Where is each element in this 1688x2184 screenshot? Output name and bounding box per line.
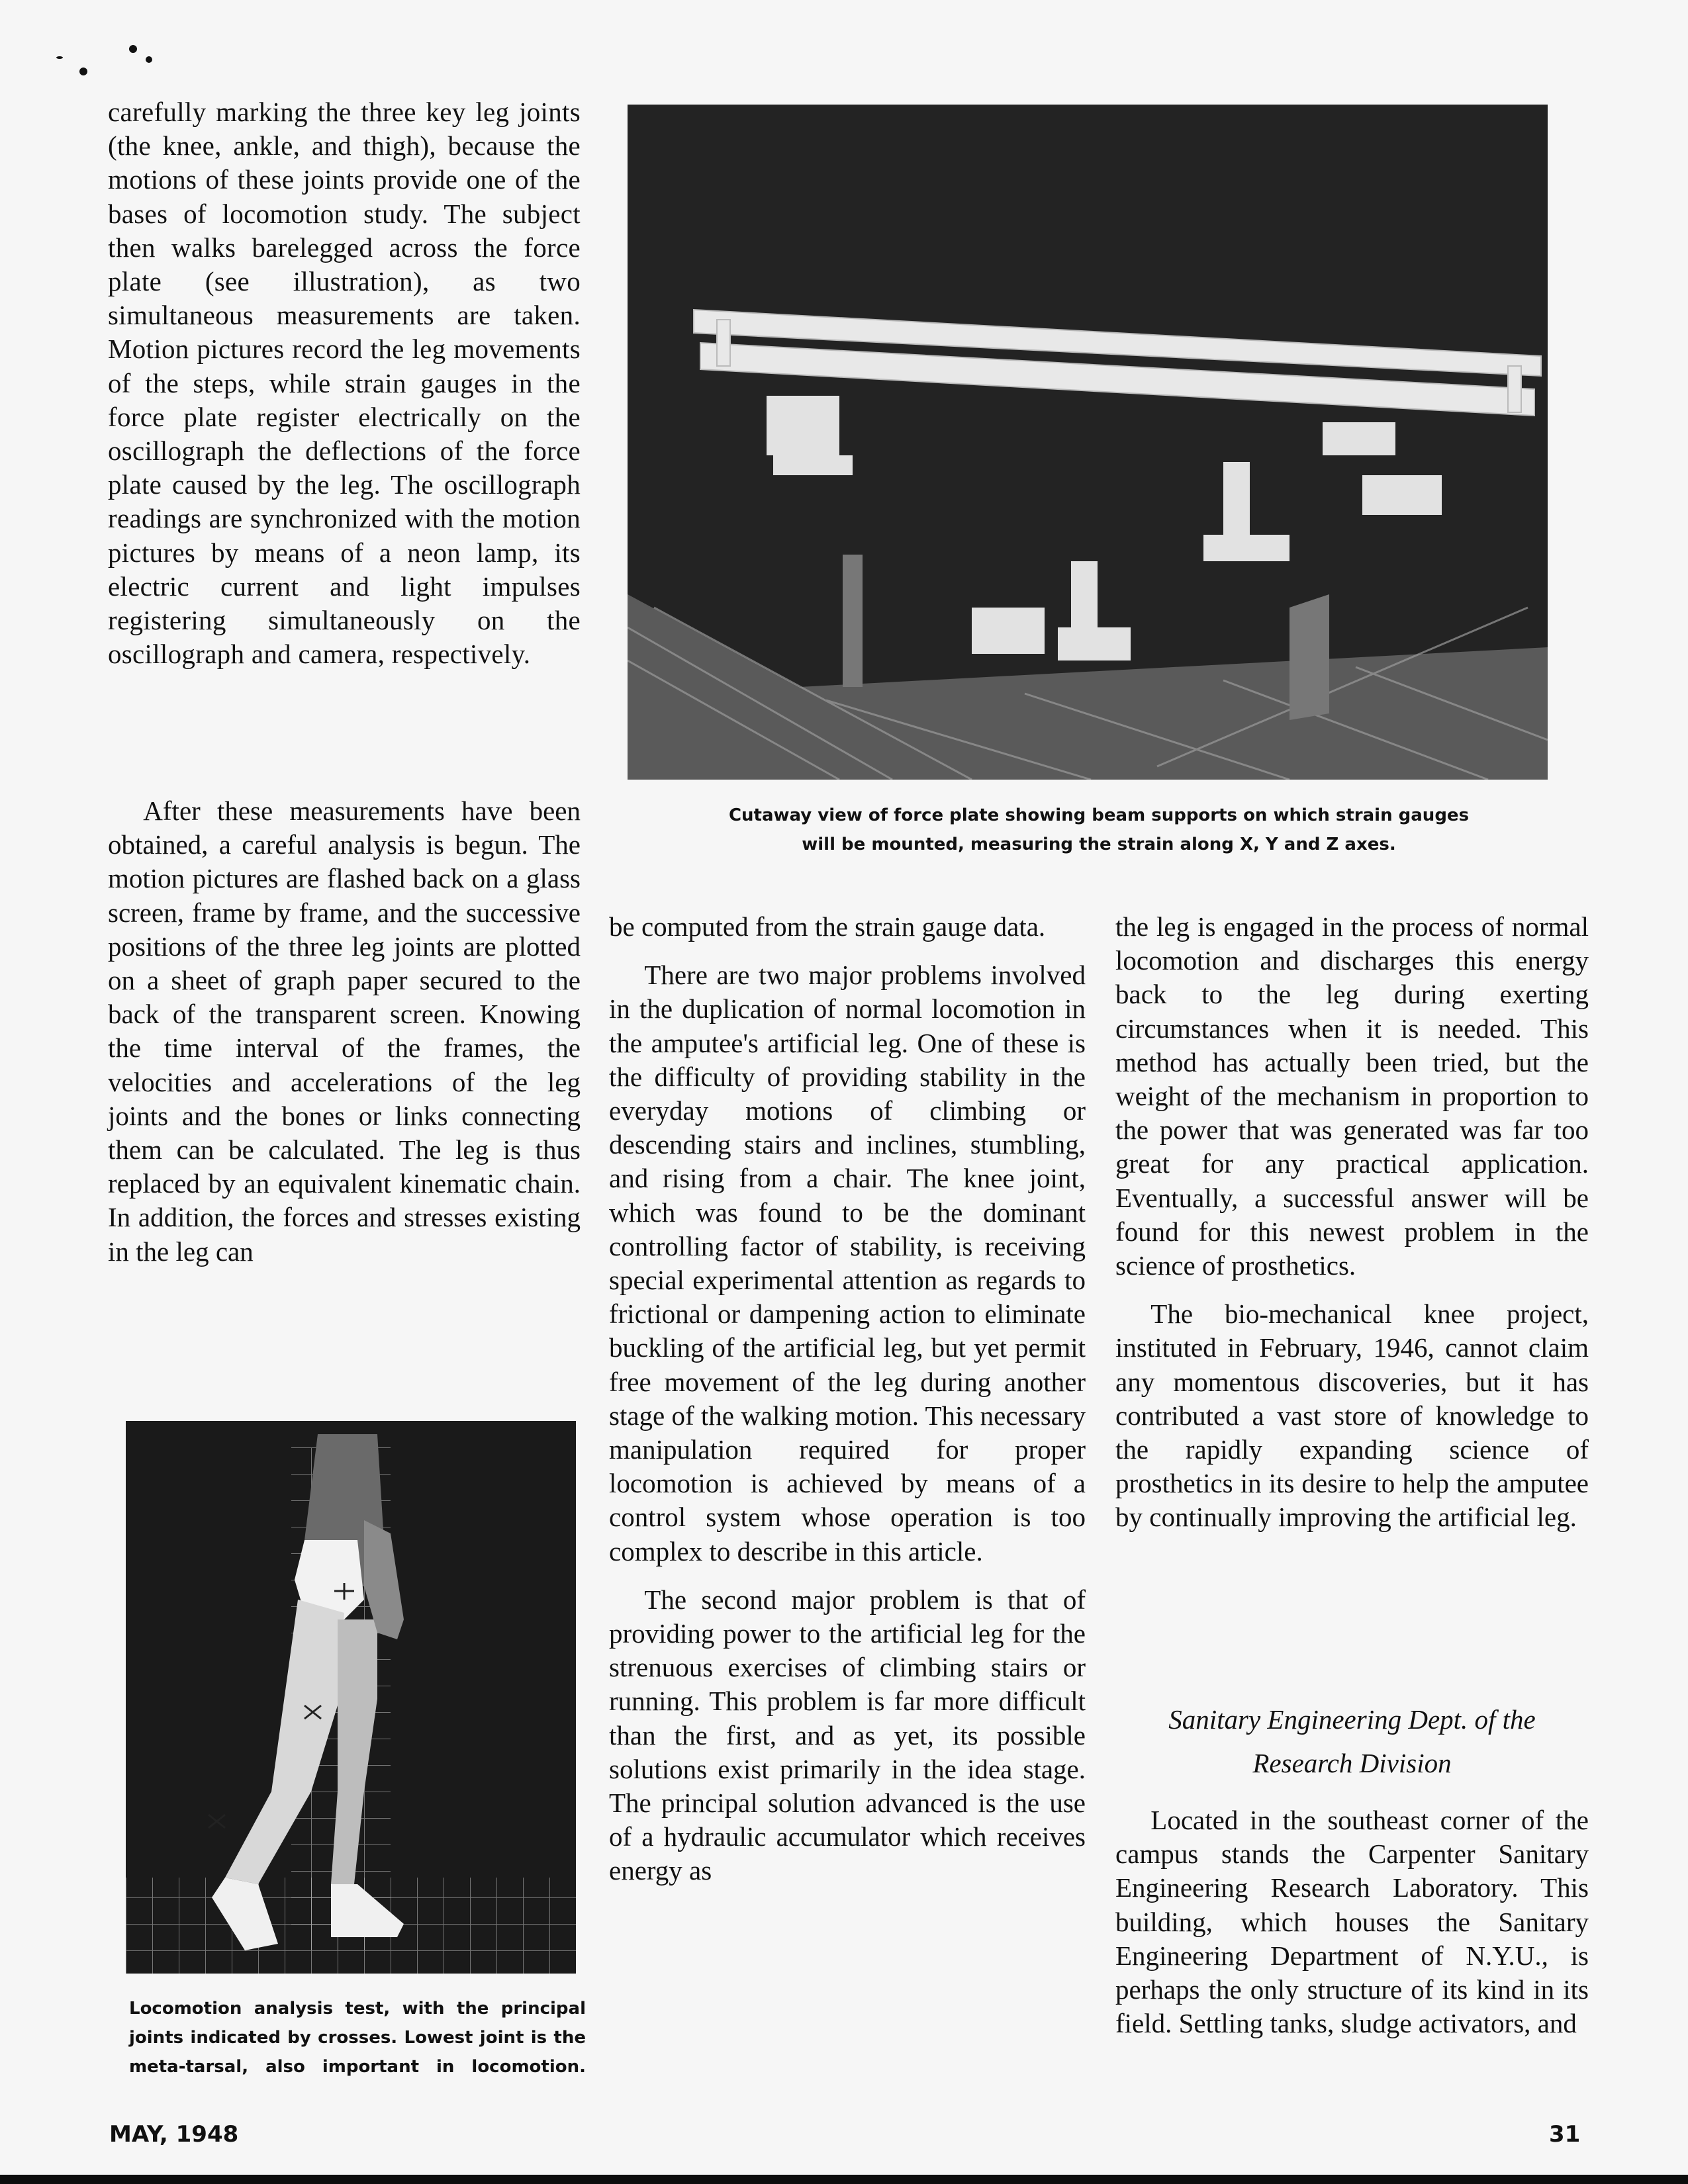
body-paragraph: Located in the southeast corner of the campus stands the Carpenter Sanitary Engineering Research Laboratory. This building, which houses the Sanitary Engineering Department of N.Y.U., is perhaps the only structure of its kind in its field. Settling tanks, sludge activators, and: [1115, 1805, 1589, 2039]
column-1-bottom: [108, 794, 581, 1269]
section-heading: Sanitary Engineering Dept. of the Research Division: [1168, 1704, 1536, 1778]
force-plate-illustration: [628, 105, 1548, 780]
locomotion-photo: [126, 1421, 576, 1974]
body-paragraph: The second major problem is that of providing power to the artificial leg for the strenuous exercises of climbing stairs or running. This problem is far more difficult than the first, and as yet, its possible solutions exist primarily in the idea stage. The principal solution advanced is the use of a hydraulic accumulator which receives energy as: [609, 1584, 1086, 1886]
column-2: [609, 910, 1086, 1888]
force-plate-photo: [628, 105, 1548, 780]
scan-specks: [36, 40, 182, 86]
force-plate-caption: Cutaway view of force plate showing beam supports on which strain gauges will be mounted, measuring the strain along X, Y and Z axes.: [728, 805, 1470, 854]
locomotion-caption: Locomotion analysis test, with the principal joints indicated by crosses. Lowest joint is the meta-tarsal, also important in locomotion.: [129, 1999, 586, 2077]
page-number: 31: [1549, 2121, 1581, 2148]
body-paragraph: The bio-mechanical knee project, instituted in February, 1946, cannot claim any momentous discoveries, but it has contributed a vast store of knowledge to the rapidly expanding science of prosthetics in its desire to help the amputee by continually improving the artificial leg.: [1115, 1298, 1589, 1533]
footer-date: MAY, 1948: [109, 2121, 239, 2148]
body-paragraph: After these measurements have been obtained, a careful analysis is begun. The motion pictures are flashed back on a glass screen, frame by frame, and the successive positions of the three leg joints are plotted on a sheet of graph paper secured to the back of the transparent screen. Knowing the time interval of the frames, the velocities and accelerations of the leg joints and the bones or links connecting them can be calculated. The leg is thus replaced by an equivalent kinematic chain. In addition, the forces and stresses existing in the leg can: [108, 796, 581, 1267]
body-paragraph: be computed from the strain gauge data.: [609, 911, 1046, 942]
column-1-top: [108, 95, 581, 671]
body-paragraph: There are two major problems involved in the duplication of normal locomotion in the amputee's artificial leg. One of these is the difficulty of providing stability in the everyday motions of climbing or descending stairs and inclines, stumbling, and rising from a chair. The knee joint, which was found to be the dominant controlling factor of stability, is receiving special experimental attention as regards to frictional or dampening action to eliminate buckling of the artificial leg, but yet permit free movement of the leg during another stage of the walking motion. This necessary manipulation required for proper locomotion is achieved by means of a control system whose operation is too complex to describe in this article.: [609, 960, 1086, 1567]
body-paragraph: carefully marking the three key leg joints (the knee, ankle, and thigh), because the motions of these joints provide one of the bases of locomotion study. The subject then walks barelegged across the force plate (see illustration), as two simultaneous measurements are taken. Motion pictures record the leg movements of the steps, while strain gauges in the force plate register electrically on the oscillograph the deflections of the force plate caused by the leg. The oscillograph readings are synchronized with the motion pictures by means of a neon lamp, its electric current and light impulses registering simultaneously on the oscillograph and camera, respectively.: [108, 97, 581, 670]
locomotion-illustration: [126, 1421, 576, 1974]
column-3: [1115, 910, 1589, 1535]
scan-edge-bar: [0, 2175, 1688, 2184]
body-paragraph: the leg is engaged in the process of normal locomotion and discharges this energy back to the leg during exerting circumstances when it is needed. This method has actually been tried, but the weight of the mechanism in proportion to the power that was generated was far too great for any practical application. Eventually, a successful answer will be found for this newest problem in the science of prosthetics.: [1115, 911, 1589, 1281]
column-3-continued: [1115, 1803, 1589, 2040]
